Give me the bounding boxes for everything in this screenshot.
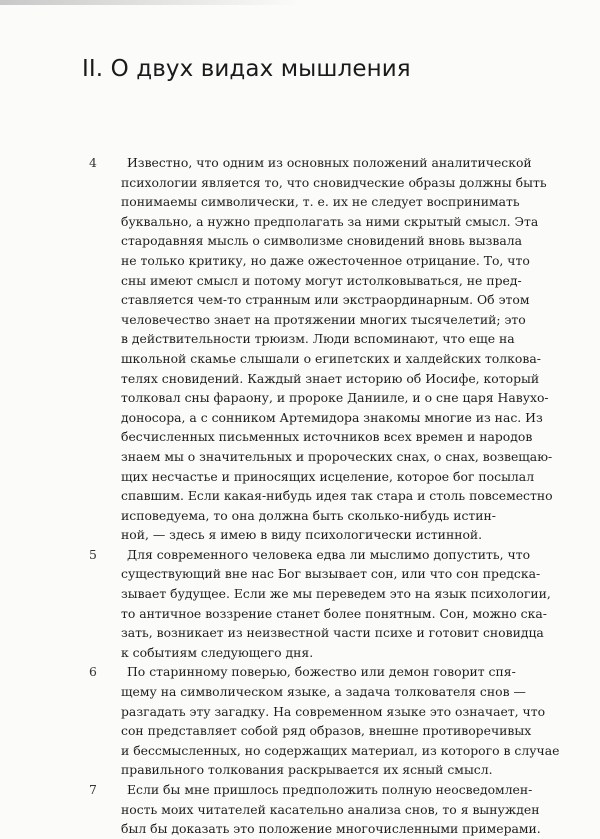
text-line: ность моих читателей касательно анализа снов, то я вынужден xyxy=(121,801,540,817)
text-line: телях сновидений. Каждый знает историю об Иосифе, который xyxy=(121,370,540,386)
text-line: человечество знает на протяжении многих тысячелетий; это xyxy=(121,311,526,327)
text-line: Известно, что одним из основных положений аналитической xyxy=(127,155,532,170)
page-edge-shadow xyxy=(0,0,300,5)
text-line: к событиям следующего дня. xyxy=(121,644,314,660)
paragraph-5 xyxy=(89,545,551,663)
chapter-title: II. О двух видах мышления xyxy=(82,56,411,82)
text-line: Для современного человека едва ли мыслимо допустить, что xyxy=(127,546,531,562)
text-line: ной, — здесь я имею в виду психологически истинной. xyxy=(121,527,483,543)
text-line: знаем мы о значительных и пророческих снах, о снах, возвещаю- xyxy=(121,448,553,464)
text-line: бесчисленных письменных источников всех времен и народов xyxy=(121,429,533,445)
text-line: не только критику, но даже ожесточенное отрицание. То, что xyxy=(121,252,530,268)
text-line: разгадать эту загадку. На современном языке это означает, что xyxy=(121,703,546,719)
text-line: толковал сны фараону, и пророке Данииле, и о сне царя Навухо- xyxy=(121,390,549,406)
text-line: школьной скамье слышали о египетских и халдейских толкова- xyxy=(121,350,541,366)
text-line: исповедуема, то она должна быть сколько-нибудь истин- xyxy=(121,507,496,523)
text-line: спавшим. Если какая-нибудь идея так стара и столь повсеместно xyxy=(121,488,553,504)
text-line: то античное воззрение станет более понятным. Сон, можно ска- xyxy=(121,605,547,621)
text-line: был бы доказать это положение многочисленными примерами. xyxy=(121,821,541,837)
text-line: щих несчастье и приносящих исцеление, которое бог посылал xyxy=(121,468,535,484)
text-line: стародавняя мысль о символизме сновидений вновь вызвала xyxy=(121,233,522,249)
text-line: психологии является то, что сновидческие образы должны быть xyxy=(121,174,547,190)
text-line: ставляется чем-то странным или экстраординарным. Об этом xyxy=(121,292,530,308)
text-line: щему на символическом языке, а задача толкователя снов — xyxy=(121,684,526,700)
paragraph-number: 5 xyxy=(89,546,97,562)
paragraph-4 xyxy=(89,153,553,545)
text-line: сон представляет собой ряд образов, внешне противоречивых xyxy=(121,723,532,739)
paragraph-number: 7 xyxy=(89,782,97,797)
text-line: в действительности трюизм. Люди вспоминают, что еще на xyxy=(121,331,515,347)
text-line: и бессмысленных, но содержащих материал, из которого в случае xyxy=(121,742,560,758)
text-line: существующий вне нас Бог вызывает сон, или что сон предска- xyxy=(121,566,541,582)
text-line: сны имеют смысл и потому могут истолковываться, не пред- xyxy=(121,272,522,288)
paragraph-6 xyxy=(89,662,560,780)
text-line: зывает будущее. Если же мы переведем это на язык психологии, xyxy=(121,586,551,602)
paragraph-number: 6 xyxy=(89,664,97,680)
paragraph-number: 4 xyxy=(89,155,97,170)
text-line: По старинному поверью, божество или демон говорит спя- xyxy=(127,664,516,680)
body-text xyxy=(89,153,560,839)
text-line: понимаемы символически, т. е. их не следует воспринимать xyxy=(121,194,520,210)
text-line: правильного толкования раскрывается их ясный смысл. xyxy=(121,762,493,778)
text-line: зать, возникает из неизвестной части психе и готовит сновидца xyxy=(121,625,544,641)
text-line: доносора, а с сонником Артемидора знакомы многие из нас. Из xyxy=(121,409,543,425)
paragraph-7 xyxy=(89,780,541,839)
text-line: буквально, а нужно предполагать за ними скрытый смысл. Эта xyxy=(121,213,539,229)
text-line: Если бы мне пришлось предположить полную неосведомлен- xyxy=(127,782,533,797)
